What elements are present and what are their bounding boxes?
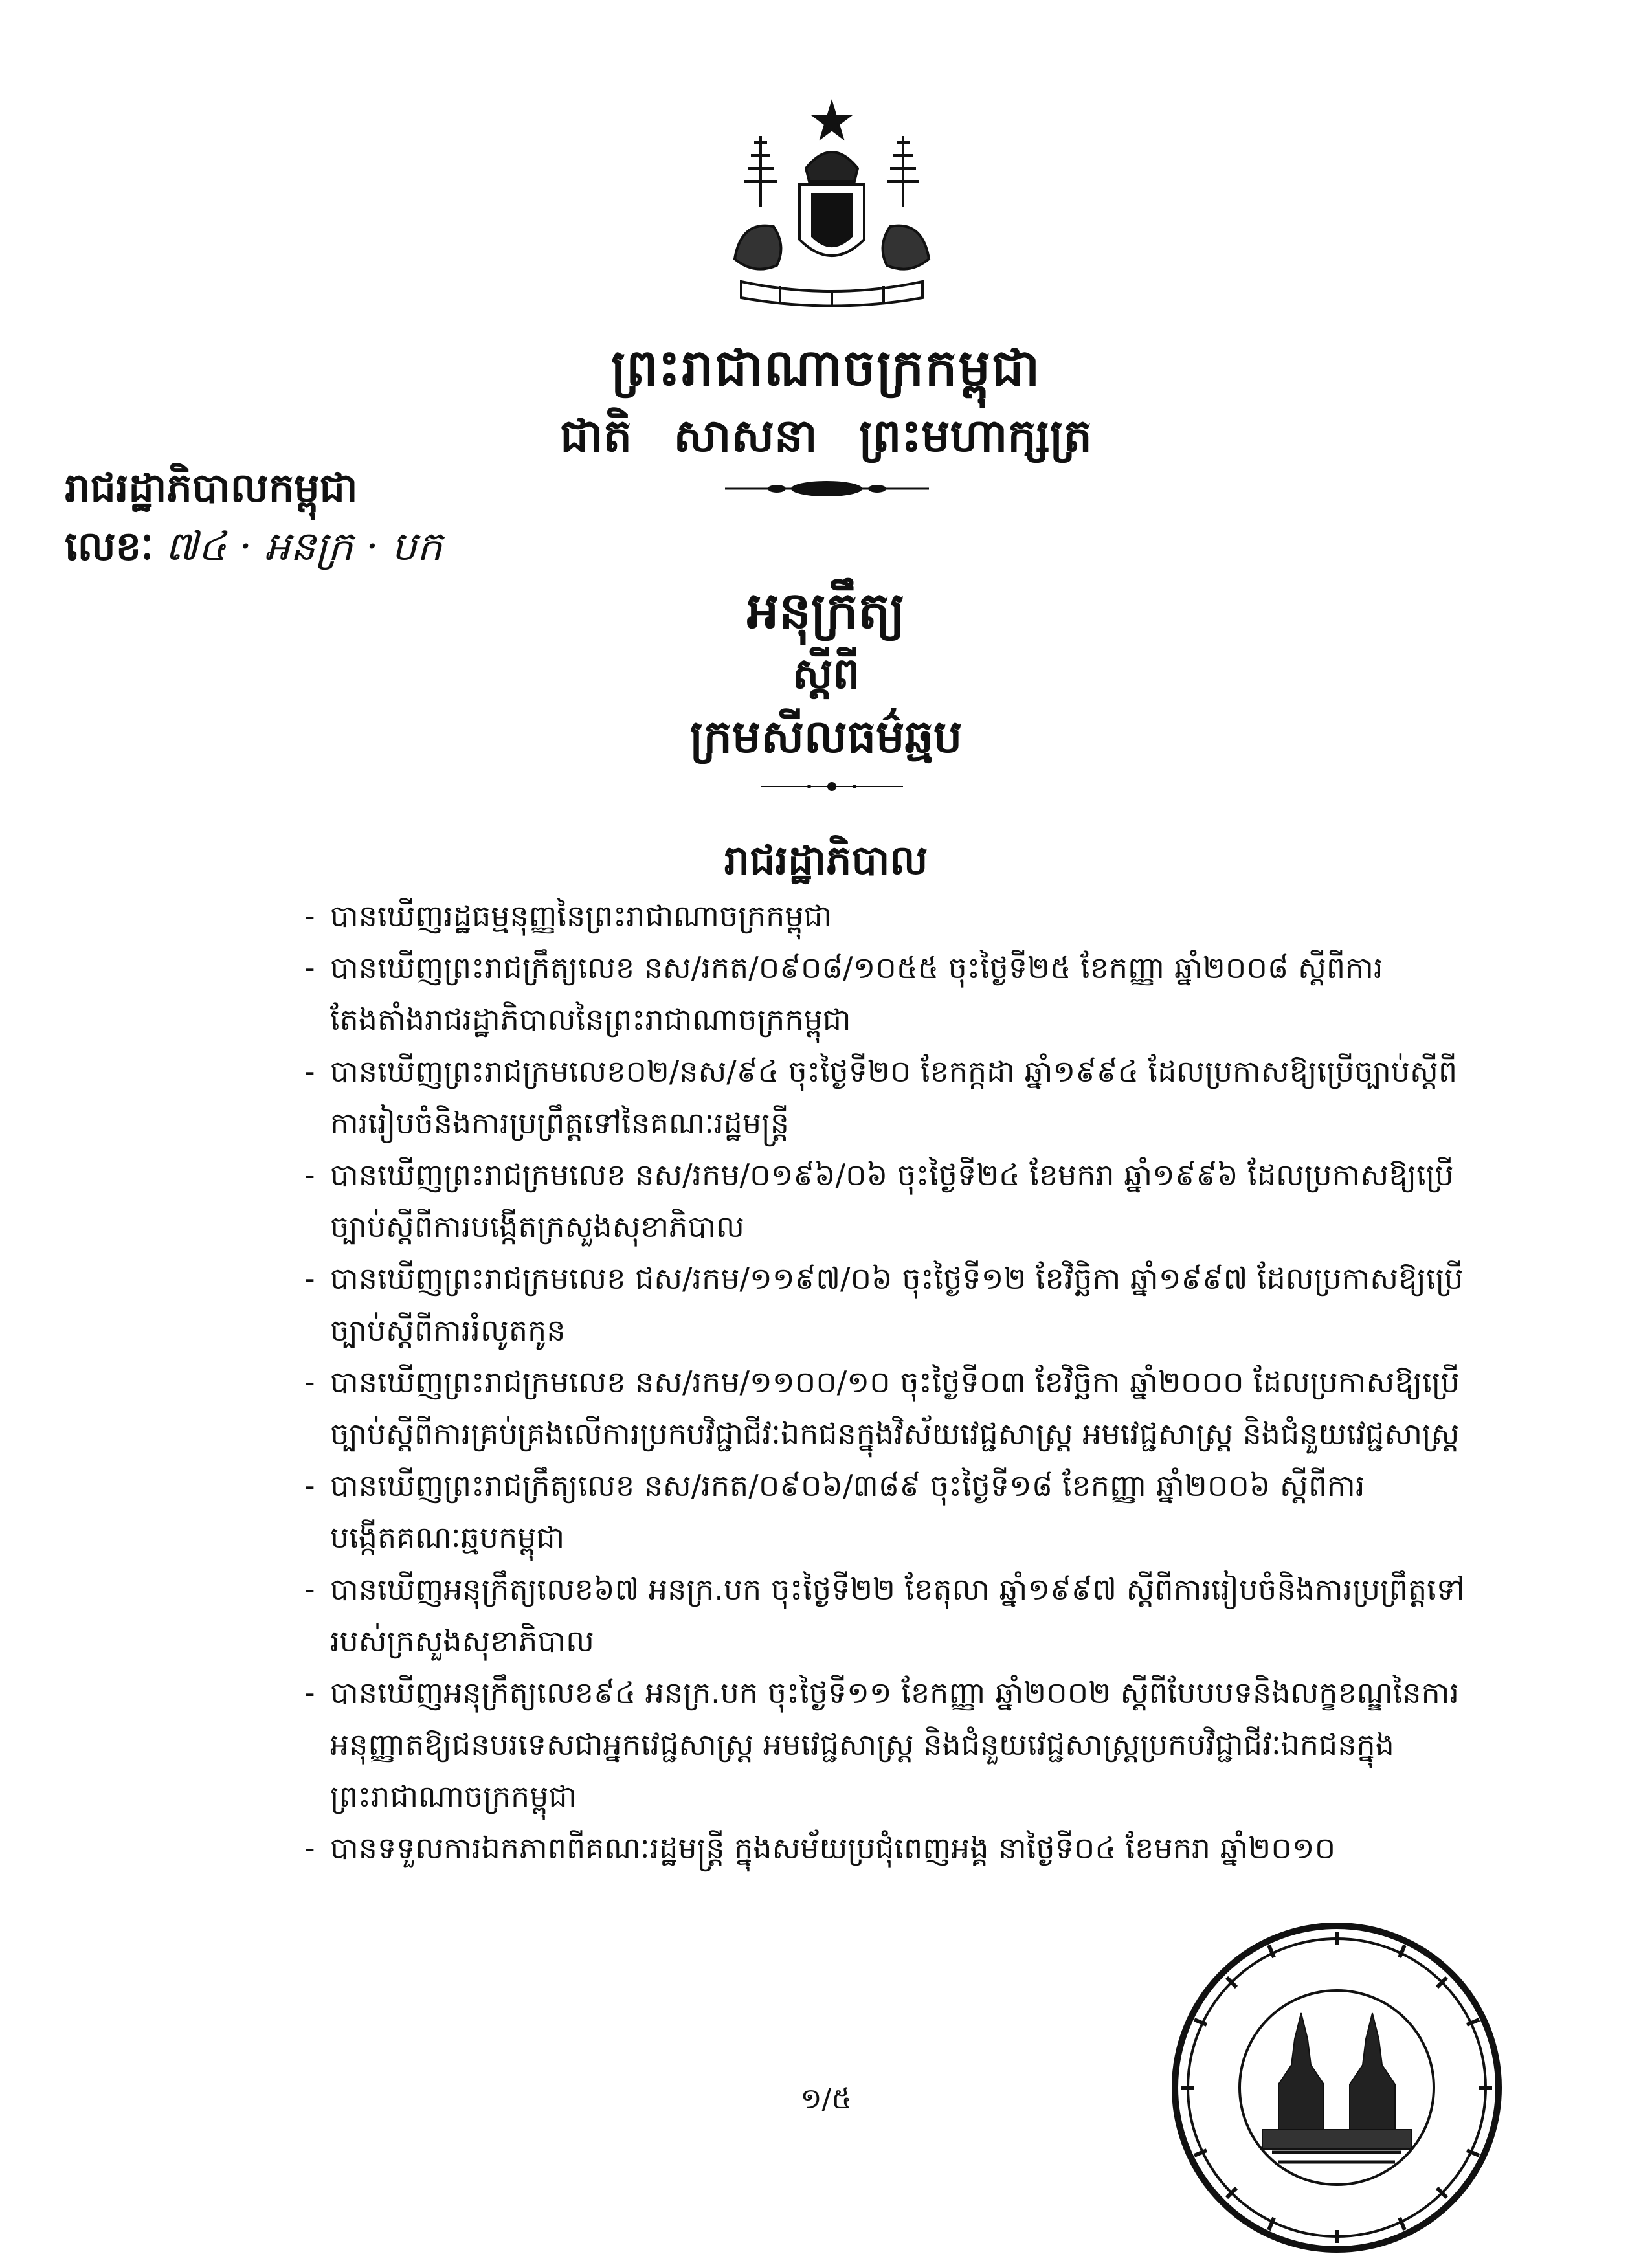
ornament-divider-icon	[722, 476, 932, 502]
document-title: អនុក្រឹត្យ	[746, 582, 906, 640]
list-item: - បានឃើញព្រះរាជក្រឹត្យលេខ នស/រកត/០៩០៦/៣៨៩ ចុះថ្ងៃទី១៨ ខែកញ្ញា ឆ្នាំ២០០៦ ស្តីពីការបង្កើតគណៈឆ្មបកម្ពុជា	[304, 1468, 1365, 1555]
list-item: - បានទទួលការឯកភាពពីគណៈរដ្ឋមន្ត្រី ក្នុងសម័យប្រជុំពេញអង្គ នាថ្ងៃទី០៤ ខែមករា ឆ្នាំ២០១០	[304, 1831, 1336, 1866]
list-item: - បានឃើញព្រះរាជក្រមលេខ នស/រកម/០១៩៦/០៦ ចុះថ្ងៃទី២៤ ខែមករា ឆ្នាំ១៩៩៦ ដែលប្រកាសឱ្យប្រើច្បាប់ស្តីពីការបង្កើតក្រសួងសុខាភិបាល	[304, 1157, 1454, 1244]
kingdom-title: ព្រះរាជាណាចក្រកម្ពុជា	[610, 339, 1042, 397]
list-item: - បានឃើញរដ្ឋធម្មនុញ្ញនៃព្រះរាជាណាចក្រកម្ពុជា	[304, 898, 832, 933]
list-item: - បានឃើញព្រះរាជក្រឹត្យលេខ នស/រកត/០៩០៨/១០៥៥ ចុះថ្ងៃទី២៥ ខែកញ្ញា ឆ្នាំ២០០៨ ស្តីពីការតែងតាំងរាជរដ្ឋាភិបាលនៃព្រះរាជាណាចក្រកម្ពុជា	[304, 950, 1383, 1037]
list-item: - បានឃើញអនុក្រឹត្យលេខ៩៤ អនក្រ.បក ចុះថ្ងៃទី១១ ខែកញ្ញា ឆ្នាំ២០០២ ស្តីពីបែបបទនិងលក្ខខណ្ឌនៃការអនុញ្ញាតឱ្យជនបរទេសជាអ្នកវេជ្ជសាស្ត្រ អមវេជ្ជសាស្ត្រ និងជំនួយវេជ្ជសាស្ត្រប្រកបវិជ្ជាជីវៈឯកជនក្នុងព្រះរាជាណាចក្រកម្ពុជា	[304, 1675, 1460, 1814]
list-item: - បានឃើញព្រះរាជក្រមលេខ០២/នស/៩៤ ចុះថ្ងៃទី២០ ខែកក្កដា ឆ្នាំ១៩៩៤ ដែលប្រកាសឱ្យប្រើច្បាប់ស្តីពីការរៀបចំនិងការប្រព្រឹត្តទៅនៃគណៈរដ្ឋមន្ត្រី	[304, 1054, 1458, 1141]
small-ornament-divider-icon	[757, 777, 906, 796]
document-number	[65, 521, 442, 580]
national-motto: ជាតិ សាសនា ព្រះមហាក្សត្រ	[560, 409, 1092, 462]
official-seal-icon	[1165, 1916, 1508, 2259]
preamble-list	[304, 890, 1476, 1874]
list-item: - បានឃើញព្រះរាជក្រមលេខ នស/រកម/១១០០/១០ ចុះថ្ងៃទី០៣ ខែវិច្ឆិកា ឆ្នាំ២០០០ ដែលប្រកាសឱ្យប្រើច្បាប់ស្តីពីការគ្រប់គ្រងលើការប្រកបវិជ្ជាជីវៈឯកជនក្នុងវិស័យវេជ្ជសាស្ត្រ អមវេជ្ជសាស្ត្រ និងជំនួយវេជ្ជសាស្ត្រ	[304, 1365, 1460, 1451]
preamble-heading: រាជរដ្ឋាភិបាល	[724, 836, 928, 884]
document-subtitle-about: ស្តីពី	[792, 649, 860, 698]
document-subject: ក្រមសីលធម៌ឆ្មប	[689, 710, 963, 763]
list-item: - បានឃើញអនុក្រឹត្យលេខ៦៧ អនក្រ.បក ចុះថ្ងៃទី២២ ខែតុលា ឆ្នាំ១៩៩៧ ស្តីពីការរៀបចំនិងការប្រព្រឹត្តទៅរបស់ក្រសួងសុខាភិបាល	[304, 1572, 1465, 1658]
royal-coat-of-arms-icon	[715, 97, 948, 311]
page-number: ១/៥	[800, 2082, 852, 2115]
issuing-government: រាជរដ្ឋាភិបាលកម្ពុជា	[65, 464, 358, 511]
list-item: - បានឃើញព្រះរាជក្រមលេខ ជស/រកម/១១៩៧/០៦ ចុះថ្ងៃទី១២ ខែវិច្ឆិកា ឆ្នាំ១៩៩៧ ដែលប្រកាសឱ្យប្រើច្បាប់ស្តីពីការរំលូតកូន	[304, 1261, 1464, 1348]
document-number-value: ៧៤ · អនក្រ · បក	[165, 522, 443, 570]
document-number-label: លេខៈ	[65, 522, 153, 570]
